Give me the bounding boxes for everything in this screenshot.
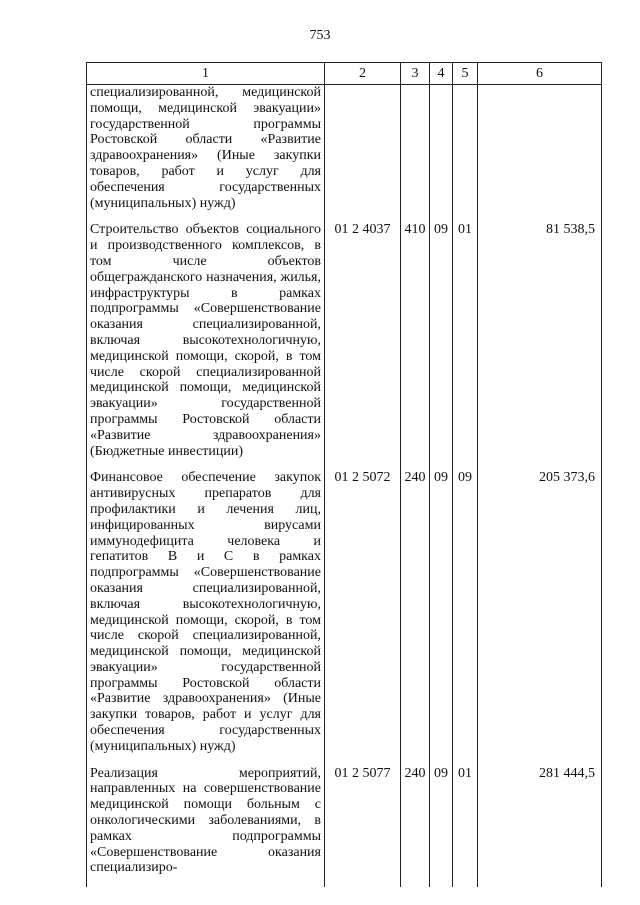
row-amount [478,85,602,223]
row-section: 09 [430,470,453,765]
row-section: 09 [430,222,453,470]
row-subsection: 01 [453,766,478,888]
row-section [430,85,453,223]
row-subsection [453,85,478,223]
row-target-code [325,85,401,223]
row-expense-type: 410 [401,222,430,470]
table-row [87,222,602,470]
column-header-1: 1 [87,63,325,85]
column-header-2: 2 [325,63,401,85]
row-expense-type [401,85,430,223]
column-header-5: 5 [453,63,478,85]
row-amount: 205 373,6 [478,470,602,765]
row-amount: 81 538,5 [478,222,602,470]
column-header-4: 4 [430,63,453,85]
row-subsection: 01 [453,222,478,470]
row-description: Финансовое обеспечение закупок антивирусных препаратов для профилактики и лечения лиц, инфицированных вирусами иммунодефицита человека и гепатитов B и C в рамках подпрограммы «Совершенствование оказания специализированной, включая высокотехнологичную, медицинской помощи, скорой, в том числе скорой специализированной, медицинской помощи, медицинской эвакуации» государственной программы Ростовской области «Развитие здравоохранения» (Иные закупки товаров, работ и услуг для обеспечения государственных (муниципальных) нужд) [87,470,325,765]
row-section: 09 [430,766,453,888]
table-row [87,766,602,888]
row-subsection: 09 [453,470,478,765]
table-row [87,85,602,223]
row-description: Строительство объектов социального и производственного комплексов, в том числе объектов общегражданского назначения, жилья, инфраструктуры в рамках подпрограммы «Совершенствование оказания специализированной, включая высокотехнологичную, медицинской помощи, скорой, в том числе скорой специализированной медицинской помощи, медицинской эвакуации» государственной программы Ростовской области «Развитие здравоохранения» (Бюджетные инвестиции) [87,222,325,470]
column-header-6: 6 [478,63,602,85]
column-header-3: 3 [401,63,430,85]
row-expense-type: 240 [401,470,430,765]
budget-table [86,62,602,887]
table-row [87,470,602,765]
row-amount: 281 444,5 [478,766,602,888]
row-expense-type: 240 [401,766,430,888]
row-description: специализированной, медицинской помощи, медицинской эвакуации» государственной программы Ростовской области «Развитие здравоохранения» (Иные закупки товаров, работ и услуг для обеспечения государственных (муниципальных) нужд) [87,85,325,223]
page-number: 753 [309,28,331,43]
table-header-row [87,63,602,85]
row-description: Реализация мероприятий, направленных на совершенствование медицинской помощи больным с онкологическими заболеваниями, в рамках подпрограммы «Совершенствование оказания специализиро- [87,766,325,888]
row-target-code: 01 2 5077 [325,766,401,888]
row-target-code: 01 2 5072 [325,470,401,765]
row-target-code: 01 2 4037 [325,222,401,470]
